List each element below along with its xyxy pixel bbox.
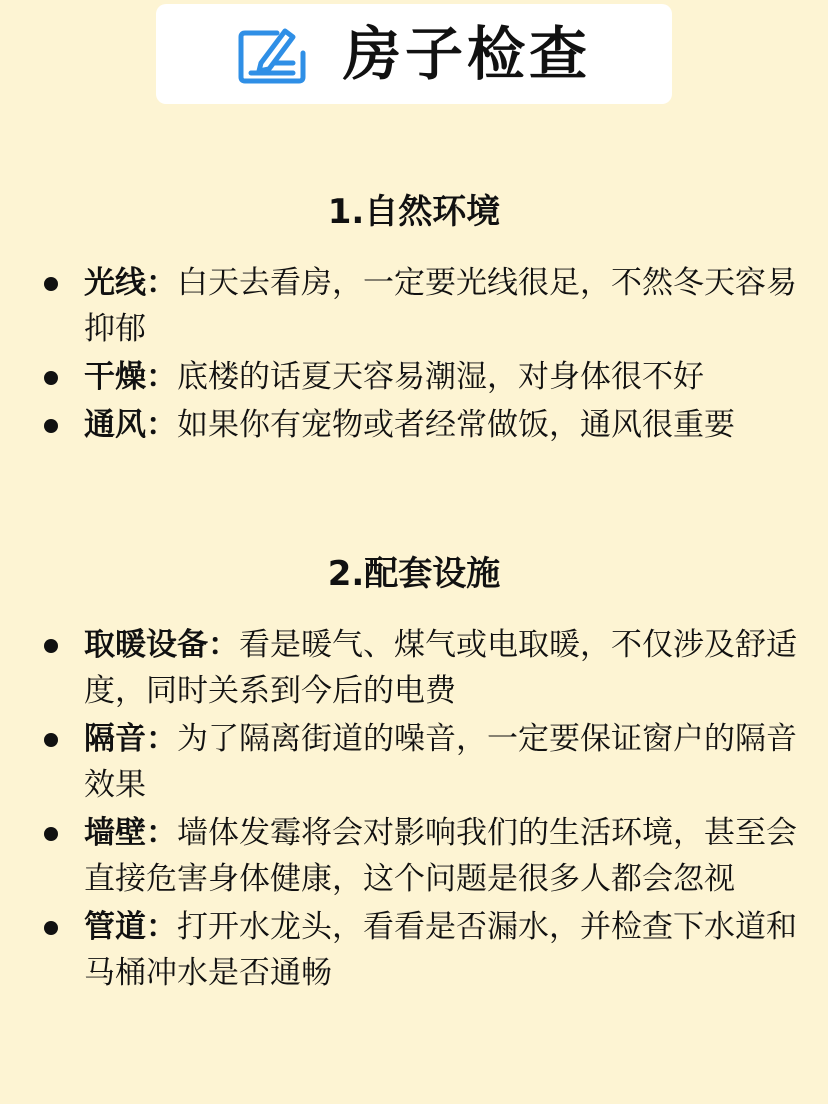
item-text: 白天去看房，一定要光线很足，不然冬天容易抑郁 — [84, 265, 797, 347]
list-item-walls — [0, 810, 828, 902]
bullet-icon — [44, 639, 58, 653]
bullet-icon — [44, 921, 58, 935]
item-text: 为了隔离街道的噪音，一定要保证窗户的隔音效果 — [84, 721, 797, 803]
item-label: 干燥： — [84, 359, 177, 395]
nature-list — [0, 260, 828, 450]
title-card — [156, 4, 672, 104]
list-item-dry — [0, 354, 828, 400]
edit-note-icon — [237, 23, 307, 85]
bullet-icon — [44, 827, 58, 841]
item-label: 管道： — [84, 909, 177, 945]
list-item-heating — [0, 622, 828, 714]
facilities-list — [0, 622, 828, 998]
bullet-icon — [44, 277, 58, 291]
item-text: 打开水龙头，看看是否漏水，并检查下水道和马桶冲水是否通畅 — [84, 909, 797, 991]
item-text: 墙体发霉将会对影响我们的生活环境，甚至会直接危害身体健康，这个问题是很多人都会忽视 — [84, 815, 797, 897]
item-label: 取暖设备： — [84, 627, 239, 663]
item-label: 墙壁： — [84, 815, 177, 851]
section-heading-facilities: 2.配套设施 — [327, 554, 501, 594]
bullet-icon — [44, 419, 58, 433]
list-item-pipes — [0, 904, 828, 996]
item-label: 光线： — [84, 265, 177, 301]
item-label: 通风： — [84, 407, 177, 443]
list-item-ventilation — [0, 402, 828, 448]
item-text: 底楼的话夏天容易潮湿，对身体很不好 — [177, 359, 704, 395]
bullet-icon — [44, 733, 58, 747]
section-heading-nature: 1.自然环境 — [327, 192, 501, 232]
item-label: 隔音： — [84, 721, 177, 757]
item-text: 看是暖气、煤气或电取暖，不仅涉及舒适度，同时关系到今后的电费 — [84, 627, 797, 709]
list-item-soundproof — [0, 716, 828, 808]
item-text: 如果你有宠物或者经常做饭，通风很重要 — [177, 407, 735, 443]
list-item-light — [0, 260, 828, 352]
bullet-icon — [44, 371, 58, 385]
page-title: 房子检查 — [342, 20, 591, 88]
